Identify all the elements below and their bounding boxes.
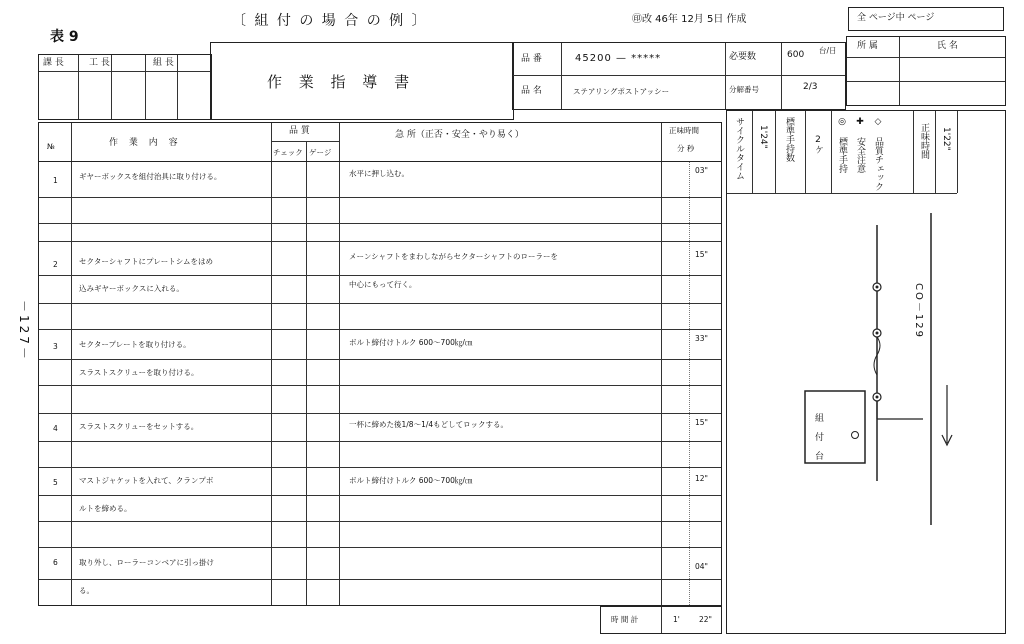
- row-6-time: 04": [695, 562, 708, 571]
- row-2-content-2: 込みギヤーボックスに入れる。: [79, 284, 184, 293]
- approval-label-section-chief: 課 長: [43, 58, 64, 68]
- row-3-time: 33": [695, 334, 708, 343]
- col-header-key-points: 急 所（正否・安全・やり易く）: [395, 130, 524, 140]
- total-sec: 22": [699, 615, 712, 624]
- std-stock-value: 2ケ: [813, 135, 823, 154]
- col-header-quality: 品 質: [289, 126, 310, 136]
- flow-diagram: [727, 195, 1005, 633]
- row-4-point: 一杯に締めた後1/8～1/4もどしてロックする。: [349, 420, 508, 429]
- doc-title: 作 業 指 導 書: [267, 73, 416, 91]
- table-marker: [852, 432, 859, 439]
- row-1-content: ギヤーボックスを組付治具に取り付ける。: [79, 172, 222, 181]
- row-4-time: 15": [695, 418, 708, 427]
- cycle-time-label: サイクルタイム: [734, 117, 744, 180]
- row-2-time: 15": [695, 250, 708, 259]
- name-label: 氏 名: [937, 41, 958, 51]
- row-5-content-2: ルトを締める。: [79, 504, 132, 513]
- row-6-no: 6: [53, 558, 58, 567]
- col-header-content: 作 業 内 容: [109, 138, 182, 148]
- division-value: 2/3: [803, 82, 818, 92]
- cycle-time-value: 1'24": [758, 125, 768, 149]
- required-value: 600: [787, 50, 805, 60]
- net-time-value: 1'22": [941, 127, 951, 151]
- row-3-no: 3: [53, 342, 58, 351]
- affiliation-label: 所 属: [857, 41, 878, 51]
- row-6-content-1: 取り外し、ローラーコンベアに引っ掛け: [79, 558, 214, 567]
- side-page-number: －127－: [17, 300, 31, 362]
- conveyor-label: CO－129: [913, 283, 924, 339]
- affiliation-box: [846, 36, 1006, 106]
- row-3-content-2: スラストスクリューを取り付ける。: [79, 368, 199, 377]
- part-no: 45200 — *****: [575, 53, 662, 64]
- row-1-no: 1: [53, 176, 58, 185]
- row-3-content-1: セクタープレートを取り付ける。: [79, 340, 191, 349]
- part-name: ステアリングポストアッシー: [573, 87, 670, 96]
- table-label: 表 9: [50, 29, 79, 45]
- work-table: [38, 122, 722, 606]
- row-1-time: 03": [695, 166, 708, 175]
- required-label: 必要数: [729, 52, 757, 62]
- page-counter-box: [848, 7, 1004, 31]
- col-header-time-unit: 分 秒: [677, 144, 695, 153]
- row-3-point: ボルト締付けトルク 600～700㎏/㎝: [349, 338, 473, 347]
- row-4-no: 4: [53, 424, 58, 433]
- division-label: 分解番号: [729, 85, 759, 94]
- doc-title-box: [210, 42, 514, 120]
- row-1-point: 水平に押し込む。: [349, 169, 409, 178]
- row-2-no: 2: [53, 260, 58, 269]
- col-header-gauge: ゲージ: [309, 148, 332, 157]
- row-2-point-1: メーンシャフトをまわしながらセクターシャフトのローラーを: [349, 252, 559, 261]
- total-label: 時 間 計: [611, 615, 639, 624]
- row-4-content: スラストスクリューをセットする。: [79, 422, 199, 431]
- row-2-point-2: 中心にもって行く。: [349, 280, 417, 289]
- col-header-time: 正味時間: [669, 126, 699, 135]
- std-stock-label: 標準手持数: [784, 117, 794, 162]
- part-name-label: 品 名: [521, 86, 542, 96]
- row-5-point: ボルト締付けトルク 600～700㎏/㎝: [349, 476, 473, 485]
- total-min: 1': [673, 615, 680, 624]
- col-header-check: チェック: [273, 148, 303, 157]
- approval-box: [38, 54, 212, 120]
- required-unit: 台/日: [819, 46, 837, 55]
- row-5-content-1: マストジャケットを入れて、クランプボ: [79, 476, 214, 485]
- legend-std-stock: ◎ 標準手持: [837, 117, 847, 173]
- legend-safety: ✚ 安全注意: [855, 117, 865, 173]
- row-6-content-2: る。: [79, 586, 94, 595]
- assembly-table-label: 組 付 台: [813, 413, 823, 460]
- page-title: 〔 組 付 の 場 合 の 例 〕: [232, 13, 428, 29]
- row-5-time: 12": [695, 474, 708, 483]
- part-info-box: [512, 42, 846, 110]
- legend-quality-check: ◇ 品質チェック: [873, 117, 883, 191]
- layout-diagram-panel: [726, 110, 1006, 634]
- total-time-box: [600, 606, 722, 634]
- approval-label-group-leader: 組 長: [153, 58, 174, 68]
- row-2-content-1: セクターシャフトにプレートシムをはめ: [79, 257, 213, 266]
- part-no-label: 品 番: [521, 54, 542, 64]
- revision-date: ㊞改 46年 12月 5日 作成: [632, 14, 747, 25]
- page-counter: 全 ページ中 ページ: [857, 13, 935, 23]
- col-header-no: №: [47, 142, 55, 151]
- row-5-no: 5: [53, 478, 58, 487]
- net-time-label: 正味時間: [919, 123, 929, 159]
- approval-label-foreman: 工 長: [89, 58, 110, 68]
